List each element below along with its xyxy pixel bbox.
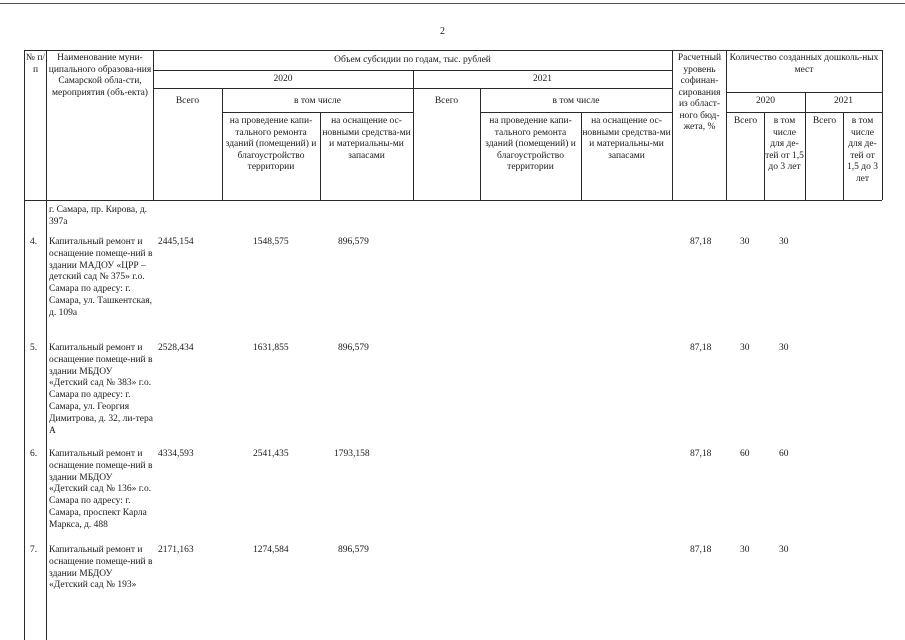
cofin-header: Расчетный уровень софинан-сирования из област-ного бюд-жета, %: [677, 53, 722, 132]
including-2020-header: в том числе: [294, 96, 341, 106]
places-children-value: 30: [779, 343, 789, 353]
top-border-line: [0, 3, 905, 4]
cofin-value: 87,18: [690, 343, 712, 353]
row-name: Капитальный ремонт и оснащение помеще-ний в здании МАДОУ «ЦРР – детский сад № 375» г.о. Самара по адресу: г. Самара, ул. Ташкентская, д. 109а: [49, 237, 153, 318]
hline-year-row: [153, 88, 672, 89]
vline-left: [24, 50, 25, 640]
subsidy-year-2020: 2020: [273, 74, 293, 84]
places-children-value: 30: [779, 545, 789, 555]
equip-2021-header: на оснащение ос-новными средства-ми и материальны-ми запасами: [582, 116, 671, 161]
places-header: Количество созданных дошколь-ных мест: [729, 53, 879, 75]
hline-incl-2021: [480, 112, 672, 113]
hline-incl-2020: [222, 112, 413, 113]
col-num-header: № п/п: [25, 53, 46, 75]
places-year-2021: 2021: [834, 96, 853, 106]
repair-2020-value: 2541,435: [253, 449, 289, 459]
vline-num: [46, 50, 47, 640]
continuation-text: г. Самара, пр. Кирова, д. 397а: [49, 205, 148, 227]
places-total-value: 30: [740, 545, 750, 555]
total-2020-value: 2171,163: [158, 545, 194, 555]
cofin-value: 87,18: [690, 237, 712, 247]
row-number: 5.: [30, 343, 38, 353]
row-number: 7.: [30, 545, 38, 555]
places-total-value: 60: [740, 449, 750, 459]
total-2020-value: 2445,154: [158, 237, 194, 247]
places-children-value: 60: [779, 449, 789, 459]
repair-2020-value: 1274,584: [253, 545, 289, 555]
equip-2020-value: 1793,158: [334, 449, 370, 459]
places-year-2020: 2020: [756, 96, 775, 106]
row-name: Капитальный ремонт и оснащение помеще-ний в здании МБДОУ «Детский сад № 193»: [49, 545, 153, 591]
equip-2020-value: 896,579: [338, 237, 369, 247]
hline-places-years: [726, 92, 882, 93]
places-total-value: 30: [740, 237, 750, 247]
repair-2020-value: 1548,575: [253, 237, 289, 247]
cofin-value: 87,18: [690, 449, 712, 459]
places-children-2020: в том числе для де-тей от 1,5 до 3 лет: [765, 116, 804, 172]
row-name: Капитальный ремонт и оснащение помеще-ний в здании МБДОУ «Детский сад № 136» г.о. Самара по адресу: г. Самара, проспект Карла Маркса, д. 488: [49, 449, 153, 530]
row-number: 6.: [30, 449, 38, 459]
vline-year-split: [413, 70, 414, 200]
total-2020-header: Всего: [175, 96, 200, 106]
including-2021-header: в том числе: [552, 96, 600, 106]
vline-name: [153, 50, 154, 200]
equip-2020-value: 896,579: [338, 545, 369, 555]
equip-2020-header: на оснащение ос-новными средства-ми и материальны-ми запасами: [322, 116, 411, 161]
page-number: 2: [440, 26, 445, 37]
vline-right: [882, 50, 883, 200]
vline-places-year-split: [805, 92, 806, 200]
places-total-2021: Всего: [812, 116, 837, 126]
total-2020-value: 4334,593: [158, 449, 194, 459]
row-number: 4.: [30, 237, 38, 247]
col-name-header: Наименование муни-ципального образова-ния Самарской обла-сти, мероприятия (объ-екта): [48, 53, 152, 98]
cofin-value: 87,18: [690, 545, 712, 555]
col-subsidy-header: Объем субсидии по годам, тыс. рублей: [334, 55, 491, 65]
row-name: Капитальный ремонт и оснащение помеще-ний в здании МБДОУ «Детский сад № 383» г.о. Самара по адресу: г. Самара, ул. Георгия Димитрова, д. 32, ли-тера А: [49, 343, 153, 436]
places-children-value: 30: [779, 237, 789, 247]
header-bottom-border: [24, 200, 882, 201]
repair-2020-header: на проведение капи-тального ремонта зданий (помещений) и благоустройство территории: [225, 116, 317, 172]
subsidy-year-2021: 2021: [533, 74, 552, 84]
places-total-2020: Всего: [733, 116, 758, 126]
total-2020-value: 2528,434: [158, 343, 194, 353]
hline-places-sub: [726, 112, 882, 113]
total-2021-header: Всего: [434, 96, 459, 106]
places-total-value: 30: [740, 343, 750, 353]
equip-2020-value: 896,579: [338, 343, 369, 353]
places-children-2021: в том числе для де-тей от 1,5 до 3 лет: [847, 116, 878, 184]
repair-2020-value: 1631,855: [253, 343, 289, 353]
repair-2021-header: на проведение капи-тального ремонта зданий (помещений) и благоустройство территории: [485, 116, 576, 172]
